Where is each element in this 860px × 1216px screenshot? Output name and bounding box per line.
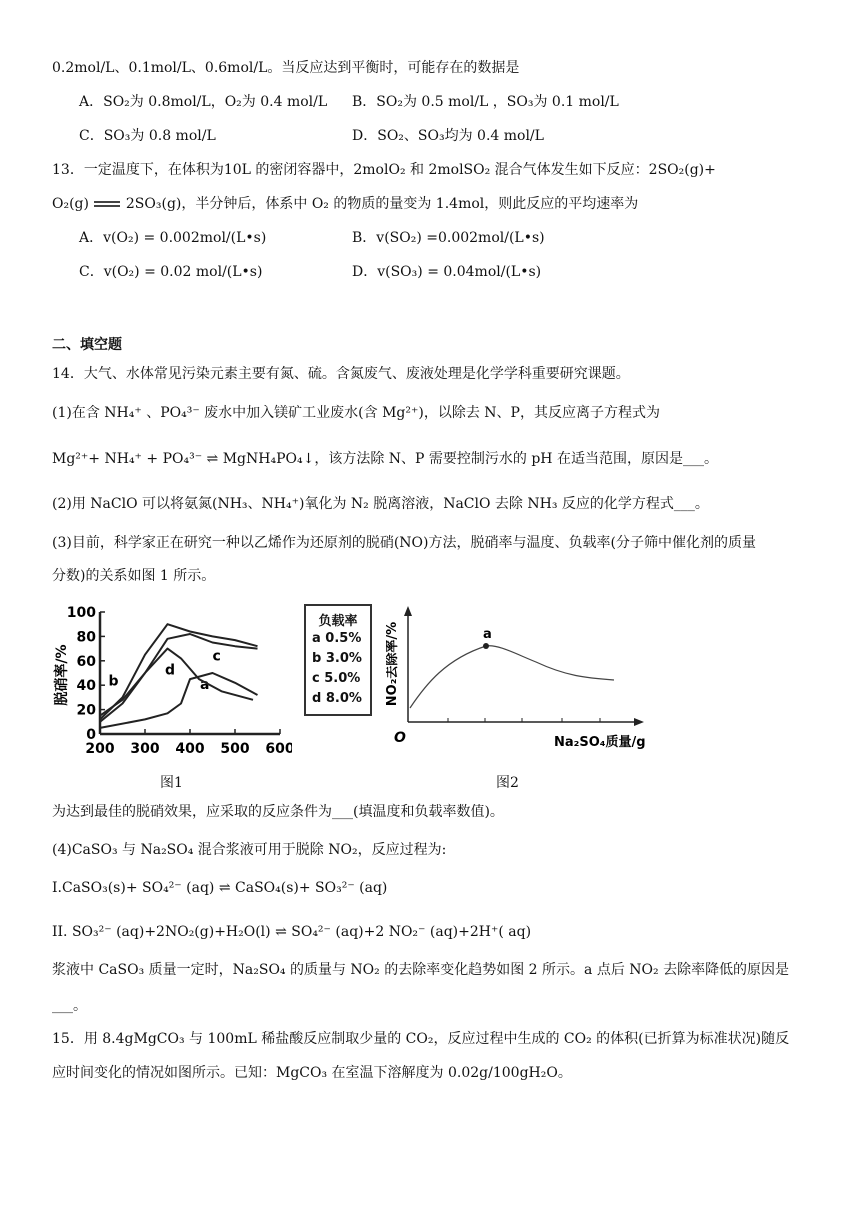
question-14-4: (4)CaSO₃ 与 Na₂SO₄ 混合浆液可用于脱除 NO₂，反应过程为: [52, 842, 447, 858]
figure-2-xlabel: Na₂SO₄质量/g [554, 735, 646, 750]
question-15-cont: 应时间变化的情况如图所示。已知：MgCO₃ 在室温下溶解度为 0.02g/100gH₂O。 [52, 1065, 572, 1081]
question-14-4-blank: ___。 [52, 998, 87, 1014]
y-tick-label: 0 [86, 727, 96, 743]
figure-1-axes [100, 612, 280, 734]
x-tick-label: 500 [220, 741, 250, 757]
legend-item-a: a 0.5% [312, 631, 362, 646]
question-14-1: (1)在含 NH₄⁺ 、PO₄³⁻ 废水中加入镁矿工业废水(含 Mg²⁺)，以除去 N、P，其反应离子方程式为 [52, 405, 660, 421]
question-14-1-equation: Mg²⁺+ NH₄⁺ + PO₄³⁻ ⇌ MgNH₄PO₄↓，该方法除 N、P 需要控制污水的 pH 在适当范围，原因是___。 [52, 451, 718, 467]
y-tick-label: 40 [76, 678, 96, 695]
series-c-label: c [212, 648, 221, 665]
figure-1-caption: 图1 [160, 775, 183, 791]
option-12a: A．SO₂为 0.8mol/L，O₂为 0.4 mol/L [79, 94, 328, 110]
question-14-3-cont: 分数)的关系如图 1 所示。 [52, 568, 216, 584]
equation-ii: II. SO₃²⁻ (aq)+2NO₂(g)+H₂O(l) ⇌ SO₄²⁻ (aq)+2 NO₂⁻ (aq)+2H⁺( aq) [52, 924, 532, 940]
option-12d: D．SO₂、SO₃均为 0.4 mol/L [352, 128, 544, 144]
figure-1-svg [52, 600, 292, 765]
figure-1-legend [304, 604, 372, 716]
x-tick-label: 300 [130, 741, 160, 757]
question-14-3: (3)目前，科学家正在研究一种以乙烯作为还原剂的脱硝(NO)方法，脱硝率与温度、负载率(分子筛中催化剂的质量 [52, 535, 756, 551]
question-15: 15．用 8.4gMgCO₃ 与 100mL 稀盐酸反应制取少量的 CO₂，反应过程中生成的 CO₂ 的体积(已折算为标准状况)随反 [52, 1031, 790, 1047]
text-line: 0.2mol/L、0.1mol/L、0.6mol/L。当反应达到平衡时，可能存在的数据是 [52, 60, 520, 76]
legend-title: 负载率 [318, 614, 358, 629]
question-14-3-ask: 为达到最佳的脱硝效果，应采取的反应条件为___(填温度和负载率数值)。 [52, 804, 504, 820]
figure-2-curve [410, 646, 614, 708]
question-14-4-ask: 浆液中 CaSO₃ 质量一定时，Na₂SO₄ 的质量与 NO₂ 的去除率变化趋势如图 2 所示。a 点后 NO₂ 去除率降低的原因是 [52, 962, 790, 978]
series-b-label: b [108, 673, 119, 690]
figure-1-ylabel: 脱硝率/% [54, 644, 70, 706]
question-14-2: (2)用 NaClO 可以将氨氮(NH₃、NH₄⁺)氧化为 N₂ 脱离溶液，NaClO 去除 NH₃ 反应的化学方程式___。 [52, 496, 709, 512]
option-12b: B．SO₂为 0.5 mol/L ，SO₃为 0.1 mol/L [352, 94, 619, 110]
option-13c: C．v(O₂) = 0.02 mol/(L•s) [79, 264, 263, 280]
y-tick-label: 100 [66, 605, 96, 621]
x-tick-label: 600 [265, 741, 292, 757]
figure-2-caption: 图2 [496, 775, 519, 791]
y-arrow-icon [404, 606, 412, 616]
series-d-label: d [165, 662, 176, 679]
point-a [483, 643, 489, 649]
option-13a: A．v(O₂) = 0.002mol/(L•s) [79, 230, 267, 246]
figure-1-series [100, 624, 258, 728]
question-13-cont [52, 194, 638, 214]
legend-item-b: b 3.0% [312, 651, 362, 666]
figure-2-chart [386, 604, 656, 754]
section-heading: 二、填空题 [52, 337, 122, 353]
figure-2-ylabel: NO₂去除率/% [386, 621, 400, 707]
point-a-label: a [483, 627, 492, 642]
formula-o2: O₂(g) [52, 196, 89, 212]
figure-2-origin: O [394, 730, 406, 746]
question-14: 14．大气、水体常见污染元素主要有氮、硫。含氮废气、废液处理是化学学科重要研究课题。 [52, 366, 630, 382]
equilibrium-arrow-icon [93, 199, 121, 209]
x-tick-label: 400 [175, 741, 205, 757]
series-a-label: a [200, 677, 210, 694]
legend-item-d: d 8.0% [312, 691, 362, 706]
series-c-line [100, 634, 258, 722]
x-tick-label: 200 [85, 741, 115, 757]
option-13d: D．v(SO₃) = 0.04mol/(L•s) [352, 264, 542, 280]
y-tick-label: 80 [76, 629, 96, 646]
y-tick-label: 20 [76, 702, 96, 719]
legend-item-c: c 5.0% [312, 671, 361, 686]
figure-2-svg [386, 604, 656, 754]
option-12c: C．SO₃为 0.8 mol/L [79, 128, 216, 144]
y-tick-label: 60 [76, 653, 96, 670]
figure-1-chart [52, 600, 292, 765]
option-13b: B．v(SO₂) =0.002mol/(L•s) [352, 230, 545, 246]
question-13-text: 2SO₃(g)，半分钟后，体系中 O₂ 的物质的量变为 1.4mol，则此反应的平均速率为 [125, 196, 639, 212]
question-13: 13．一定温度下，在体积为10L 的密闭容器中，2molO₂ 和 2molSO₂ 混合气体发生如下反应：2SO₂(g)+ [52, 162, 716, 178]
equation-i: I.CaSO₃(s)+ SO₄²⁻ (aq) ⇌ CaSO₄(s)+ SO₃²⁻ (aq) [52, 880, 388, 896]
x-arrow-icon [634, 718, 644, 726]
